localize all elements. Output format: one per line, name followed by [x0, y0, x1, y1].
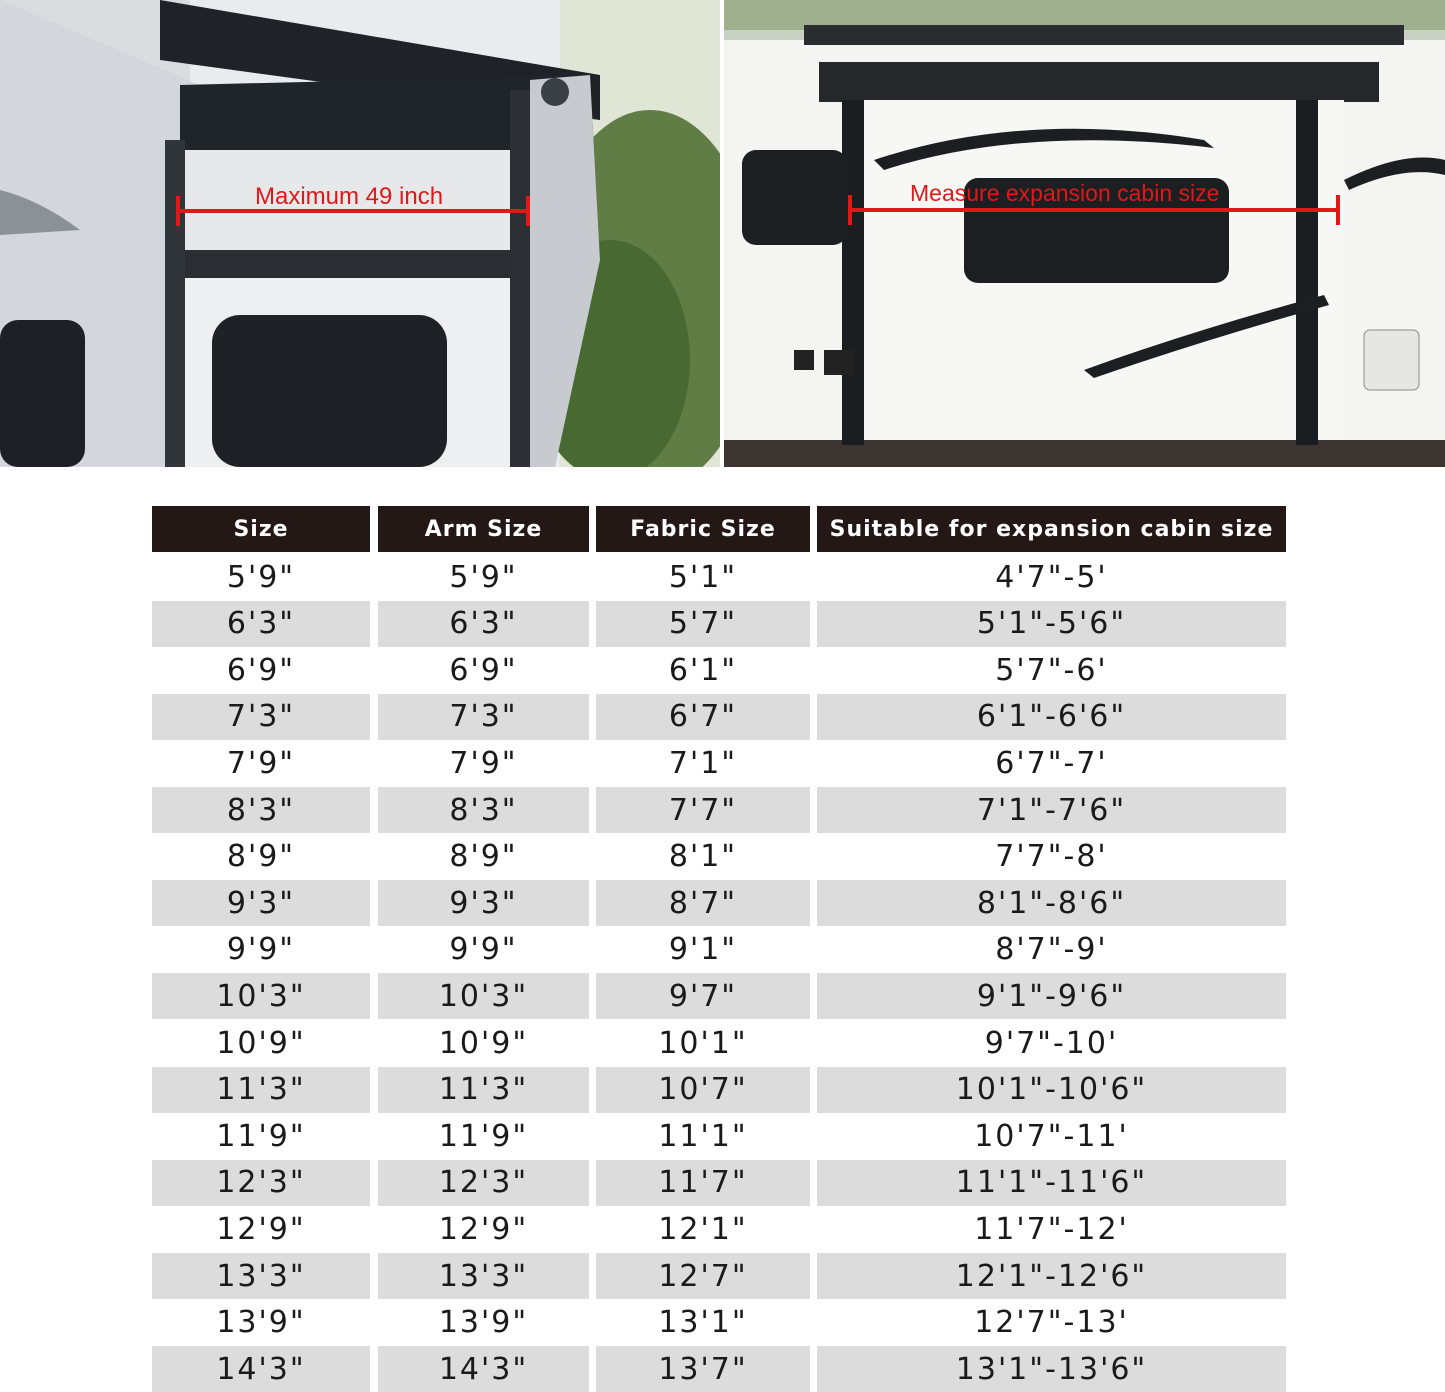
cell-arm-size: 6'9" [449, 652, 518, 688]
cell-size: 7'3" [152, 694, 370, 740]
cell-arm-size: 6'3" [378, 601, 589, 647]
table-row [152, 973, 1286, 1019]
cell-fabric-size: 12'7" [596, 1253, 810, 1299]
cell-arm-size: 11'3" [378, 1067, 589, 1113]
cell-arm-size: 14'3" [378, 1346, 589, 1392]
cell-size: 10'3" [152, 973, 370, 1019]
cell-fabric-size: 7'1" [668, 745, 738, 781]
max-width-label: Maximum 49 inch [255, 183, 444, 210]
cell-fabric-size: 8'7" [596, 880, 810, 926]
cell-size: 14'3" [152, 1346, 370, 1392]
table-row [152, 1020, 1286, 1066]
cell-size: 7'9" [226, 745, 296, 781]
cell-fabric-size: 13'1" [658, 1305, 748, 1341]
cell-size: 8'3" [152, 787, 370, 833]
table-row [152, 694, 1286, 740]
cell-cabin-size: 7'1"-7'6" [817, 787, 1286, 833]
header-arm-size: Arm Size [378, 506, 589, 552]
cell-fabric-size: 7'7" [596, 787, 810, 833]
cell-fabric-size: 10'1" [658, 1025, 748, 1061]
cell-arm-size: 11'9" [438, 1118, 529, 1154]
cell-size: 11'3" [152, 1067, 370, 1113]
measurement-markers [0, 0, 1445, 467]
cell-size: 6'9" [226, 652, 296, 688]
cell-size: 5'9" [226, 559, 296, 595]
table-row [152, 1160, 1286, 1206]
cell-cabin-size: 11'1"-11'6" [817, 1160, 1286, 1206]
table-row [152, 1253, 1286, 1299]
table-row [152, 1206, 1286, 1252]
cell-fabric-size: 6'1" [668, 652, 738, 688]
cell-size: 12'3" [152, 1160, 370, 1206]
table-row [152, 927, 1286, 973]
table-row [152, 834, 1286, 880]
cell-size: 9'9" [226, 932, 296, 968]
cell-fabric-size: 9'7" [596, 973, 810, 1019]
table-row [152, 880, 1286, 926]
table-row [152, 647, 1286, 693]
table-row [152, 787, 1286, 833]
cell-cabin-size: 12'7"-13' [974, 1305, 1129, 1341]
cell-size: 11'9" [216, 1118, 306, 1154]
size-table [152, 506, 1286, 1392]
cell-cabin-size: 10'7"-11' [974, 1118, 1129, 1154]
table-row [152, 740, 1286, 786]
cell-cabin-size: 6'1"-6'6" [817, 694, 1286, 740]
header-fabric-size: Fabric Size [596, 506, 810, 552]
table-row [152, 1346, 1286, 1392]
cell-cabin-size: 12'1"-12'6" [817, 1253, 1286, 1299]
header-size: Size [152, 506, 370, 552]
cell-fabric-size: 6'7" [596, 694, 810, 740]
cell-arm-size: 8'9" [449, 839, 518, 875]
cell-arm-size: 12'9" [438, 1211, 529, 1247]
cell-fabric-size: 5'7" [596, 601, 810, 647]
cell-cabin-size: 13'1"-13'6" [817, 1346, 1286, 1392]
cell-cabin-size: 11'7"-12' [974, 1211, 1129, 1247]
table-row [152, 601, 1286, 647]
cell-arm-size: 8'3" [378, 787, 589, 833]
cell-fabric-size: 10'7" [596, 1067, 810, 1113]
cell-size: 8'9" [226, 839, 296, 875]
cell-cabin-size: 8'7"-9' [995, 932, 1108, 968]
table-row [152, 1067, 1286, 1113]
cell-fabric-size: 8'1" [668, 839, 738, 875]
cell-cabin-size: 9'7"-10' [984, 1025, 1119, 1061]
cell-size: 13'9" [216, 1305, 306, 1341]
table-row [152, 1113, 1286, 1159]
cell-fabric-size: 12'1" [658, 1211, 748, 1247]
cell-size: 12'9" [216, 1211, 306, 1247]
cell-arm-size: 9'9" [449, 932, 518, 968]
cell-arm-size: 7'9" [449, 745, 518, 781]
cell-fabric-size: 5'1" [668, 559, 738, 595]
cell-arm-size: 9'3" [378, 880, 589, 926]
cell-cabin-size: 4'7"-5' [995, 559, 1108, 595]
cell-size: 10'9" [216, 1025, 306, 1061]
cell-arm-size: 5'9" [449, 559, 518, 595]
cell-size: 6'3" [152, 601, 370, 647]
cell-fabric-size: 11'7" [596, 1160, 810, 1206]
cell-cabin-size: 9'1"-9'6" [817, 973, 1286, 1019]
table-row [152, 1300, 1286, 1346]
header-cabin-size: Suitable for expansion cabin size [817, 506, 1286, 552]
cell-fabric-size: 13'7" [596, 1346, 810, 1392]
cell-arm-size: 10'9" [438, 1025, 529, 1061]
cell-fabric-size: 11'1" [658, 1118, 748, 1154]
cell-cabin-size: 8'1"-8'6" [817, 880, 1286, 926]
cell-cabin-size: 10'1"-10'6" [817, 1067, 1286, 1113]
measure-cabin-label: Measure expansion cabin size [910, 180, 1220, 206]
cell-arm-size: 12'3" [378, 1160, 589, 1206]
cell-arm-size: 7'3" [378, 694, 589, 740]
cell-arm-size: 13'9" [438, 1305, 529, 1341]
table-row [152, 554, 1286, 600]
cell-arm-size: 10'3" [378, 973, 589, 1019]
cell-cabin-size: 5'1"-5'6" [817, 601, 1286, 647]
cell-size: 13'3" [152, 1253, 370, 1299]
cell-size: 9'3" [152, 880, 370, 926]
cell-arm-size: 13'3" [378, 1253, 589, 1299]
cell-cabin-size: 6'7"-7' [995, 745, 1108, 781]
cell-cabin-size: 7'7"-8' [995, 839, 1108, 875]
cell-fabric-size: 9'1" [668, 932, 738, 968]
cell-cabin-size: 5'7"-6' [995, 652, 1108, 688]
